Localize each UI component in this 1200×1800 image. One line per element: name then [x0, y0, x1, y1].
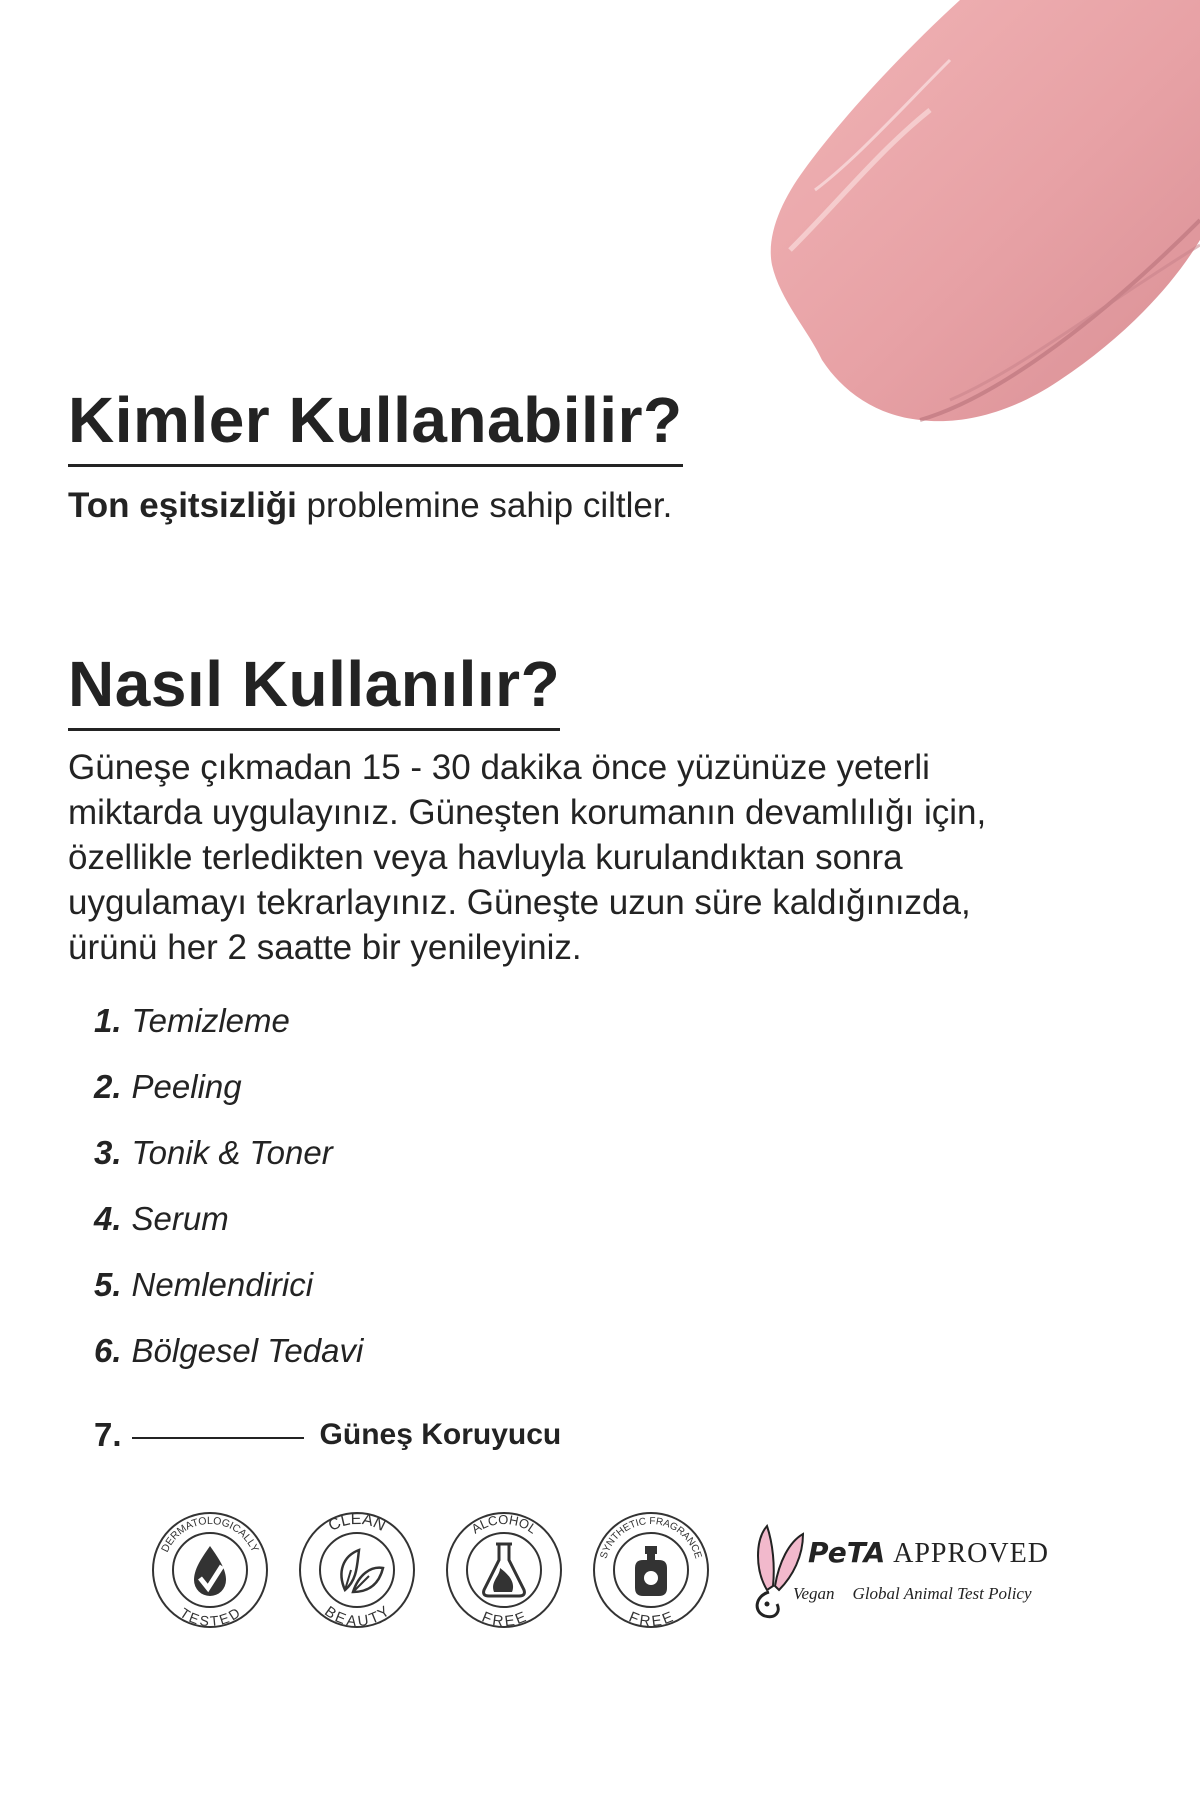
badge-top-text: ALCOHOL	[468, 1511, 540, 1537]
how-to-use-paragraph: Güneşe çıkmadan 15 - 30 dakika önce yüzünüze yeterli miktarda uygulayınız. Güneşten korumanın devamlılığı için, özellikle terledikten veya havluyla kurulandıktan sonra uygulamayı tekrarlayınız. Güneşte uzun süre kaldığınızda, ürünü her 2 saatte bir yenileyiniz.	[68, 748, 987, 967]
step-number: 3.	[94, 1134, 122, 1171]
routine-step-5	[94, 1266, 561, 1332]
badge-top-text: SYNTHETIC FRAGRANCE	[598, 1515, 704, 1561]
step-label: Tonik & Toner	[131, 1134, 333, 1171]
peta-brand: PeTA	[808, 1536, 886, 1569]
routine-step-2	[94, 1068, 561, 1134]
how-to-use-heading: Nasıl Kullanılır?	[68, 652, 560, 731]
peta-subtitle	[793, 1584, 1032, 1604]
svg-text:TESTED	[177, 1604, 242, 1629]
step-number: 5.	[94, 1266, 122, 1303]
peta-approved-logo	[745, 1520, 1065, 1630]
peta-vegan: Vegan	[793, 1584, 835, 1603]
peta-approved-text: APPROVED	[893, 1538, 1049, 1569]
bunny-icon	[745, 1520, 805, 1630]
routine-step-6	[94, 1332, 561, 1398]
step-label: Serum	[131, 1200, 229, 1237]
alcohol-free-icon	[444, 1510, 564, 1630]
badge-top-text: DERMATOLOGICALLY	[159, 1515, 261, 1555]
step-label: Bölgesel Tedavi	[131, 1332, 364, 1369]
who-can-use-text	[68, 486, 672, 526]
routine-step-3	[94, 1134, 561, 1200]
who-can-use-bold: Ton eşitsizliği	[68, 486, 297, 525]
clean-beauty-icon	[297, 1510, 417, 1630]
routine-steps-list	[94, 1002, 561, 1468]
step-number: 1.	[94, 1002, 122, 1039]
step-label: Peeling	[131, 1068, 242, 1105]
routine-step-1	[94, 1002, 561, 1068]
peta-title	[808, 1536, 1049, 1570]
badge-bottom-text: TESTED	[177, 1604, 243, 1630]
step-label: Temizleme	[131, 1002, 290, 1039]
certification-badges	[150, 1510, 711, 1630]
peta-policy: Global Animal Test Policy	[852, 1584, 1032, 1603]
lipstick-swatch-image	[760, 0, 1200, 440]
step-number: 6.	[94, 1332, 122, 1369]
who-can-use-rest: problemine sahip ciltler.	[296, 486, 673, 525]
who-can-use-heading: Kimler Kullanabilir?	[68, 388, 683, 467]
badge-bottom-text: FREE	[479, 1608, 529, 1630]
routine-step-7	[94, 1402, 561, 1468]
dermatologically-tested-icon	[150, 1510, 270, 1630]
badge-bottom-text: BEAUTY	[321, 1603, 393, 1630]
step-highlight-rule	[132, 1437, 304, 1439]
badge-bottom-text: FREE	[626, 1608, 676, 1630]
step-number: 2.	[94, 1068, 122, 1105]
svg-text:CLEAN	[326, 1511, 388, 1535]
step-number: 7.	[94, 1416, 122, 1453]
step-label: Nemlendirici	[131, 1266, 314, 1303]
synthetic-fragrance-free-icon	[591, 1510, 711, 1630]
step-number: 4.	[94, 1200, 122, 1237]
step-label: Güneş Koruyucu	[319, 1418, 562, 1451]
routine-step-4	[94, 1200, 561, 1266]
badge-top-text: CLEAN	[325, 1510, 389, 1535]
